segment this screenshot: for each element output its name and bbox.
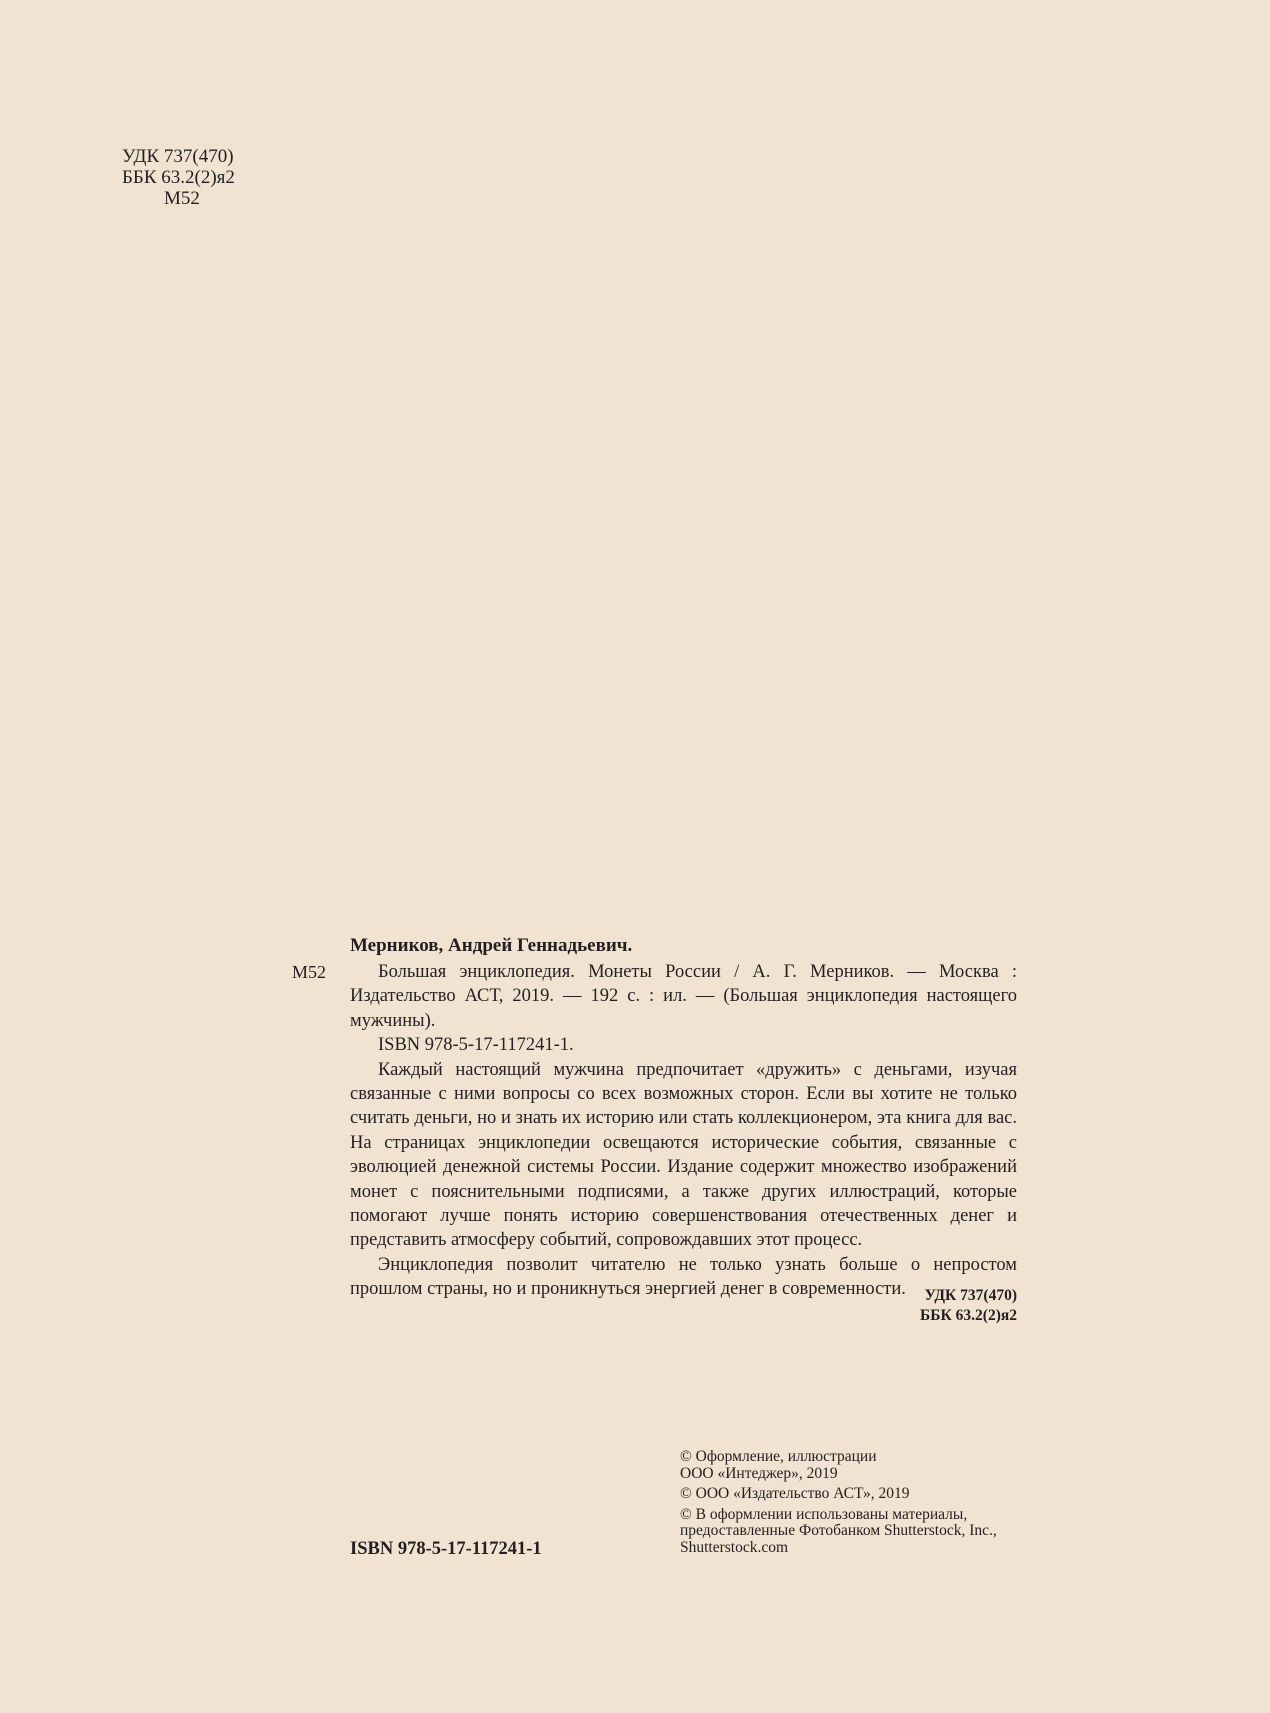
isbn-line: ISBN 978-5-17-117241-1. (378, 1035, 574, 1056)
top-bbk-code: ББК 63.2(2)я2 (122, 167, 235, 188)
annotation-paragraph-1: Каждый настоящий мужчина предпочитает «дружить» с деньгами, изучая связанные с ними вопросы со всех возможных сторон. Если вы хотите не только считать деньги, но и знать их историю или стать коллекционером, эта книга для вас. На страницах энциклопедии освещаются исторические события, связанные с эволюцией денежной системы России. Издание содержит множество изображений монет с пояснительными подписями, а также других иллюстраций, которые помогают лучше понять историю совершенствования отечественных денег и представить атмосферу событий, сопровождавших этот процесс. (350, 1059, 1017, 1251)
bibliographic-record (350, 960, 1017, 1302)
copyright-block (680, 1449, 997, 1556)
annotation-paragraph-2: Энциклопедия позволит читателю не только узнать больше о непростом прошлом страны, но и проникнуться энергией денег в современности. (350, 1254, 1017, 1300)
isbn-bold: ISBN 978-5-17-117241-1 (350, 1539, 542, 1559)
author-heading: Мерников, Андрей Геннадьевич. (350, 935, 633, 956)
top-udk-code: УДК 737(470) (122, 146, 234, 167)
copyright-materials-line-2: предоставленные Фотобанком Shutterstock, Inc., (680, 1522, 997, 1539)
bottom-classification-codes (920, 1286, 1017, 1326)
copyright-design-line-1: © Оформление, иллюстрации (680, 1448, 877, 1465)
bibliographic-description: Большая энциклопедия. Монеты России / А. Г. Мерников. — Москва : Издательство АСТ, 2019. — 192 с. : ил. — (Большая энциклопедия настоящего мужчины). (350, 962, 1017, 1031)
copyright-materials-line-1: © В оформлении использованы материалы, (680, 1505, 968, 1523)
copyright-publisher: © ООО «Издательство АСТ», 2019 (680, 1485, 910, 1502)
top-author-code: М52 (164, 188, 200, 209)
side-author-code: М52 (292, 962, 327, 982)
copyright-design-line-2: ООО «Интеджер», 2019 (680, 1464, 838, 1482)
bottom-udk-code: УДК 737(470) (924, 1287, 1017, 1304)
bottom-bbk-code: ББК 63.2(2)я2 (920, 1307, 1017, 1324)
top-classification-codes (122, 146, 235, 209)
copyright-materials-line-3: Shutterstock.com (680, 1538, 789, 1556)
